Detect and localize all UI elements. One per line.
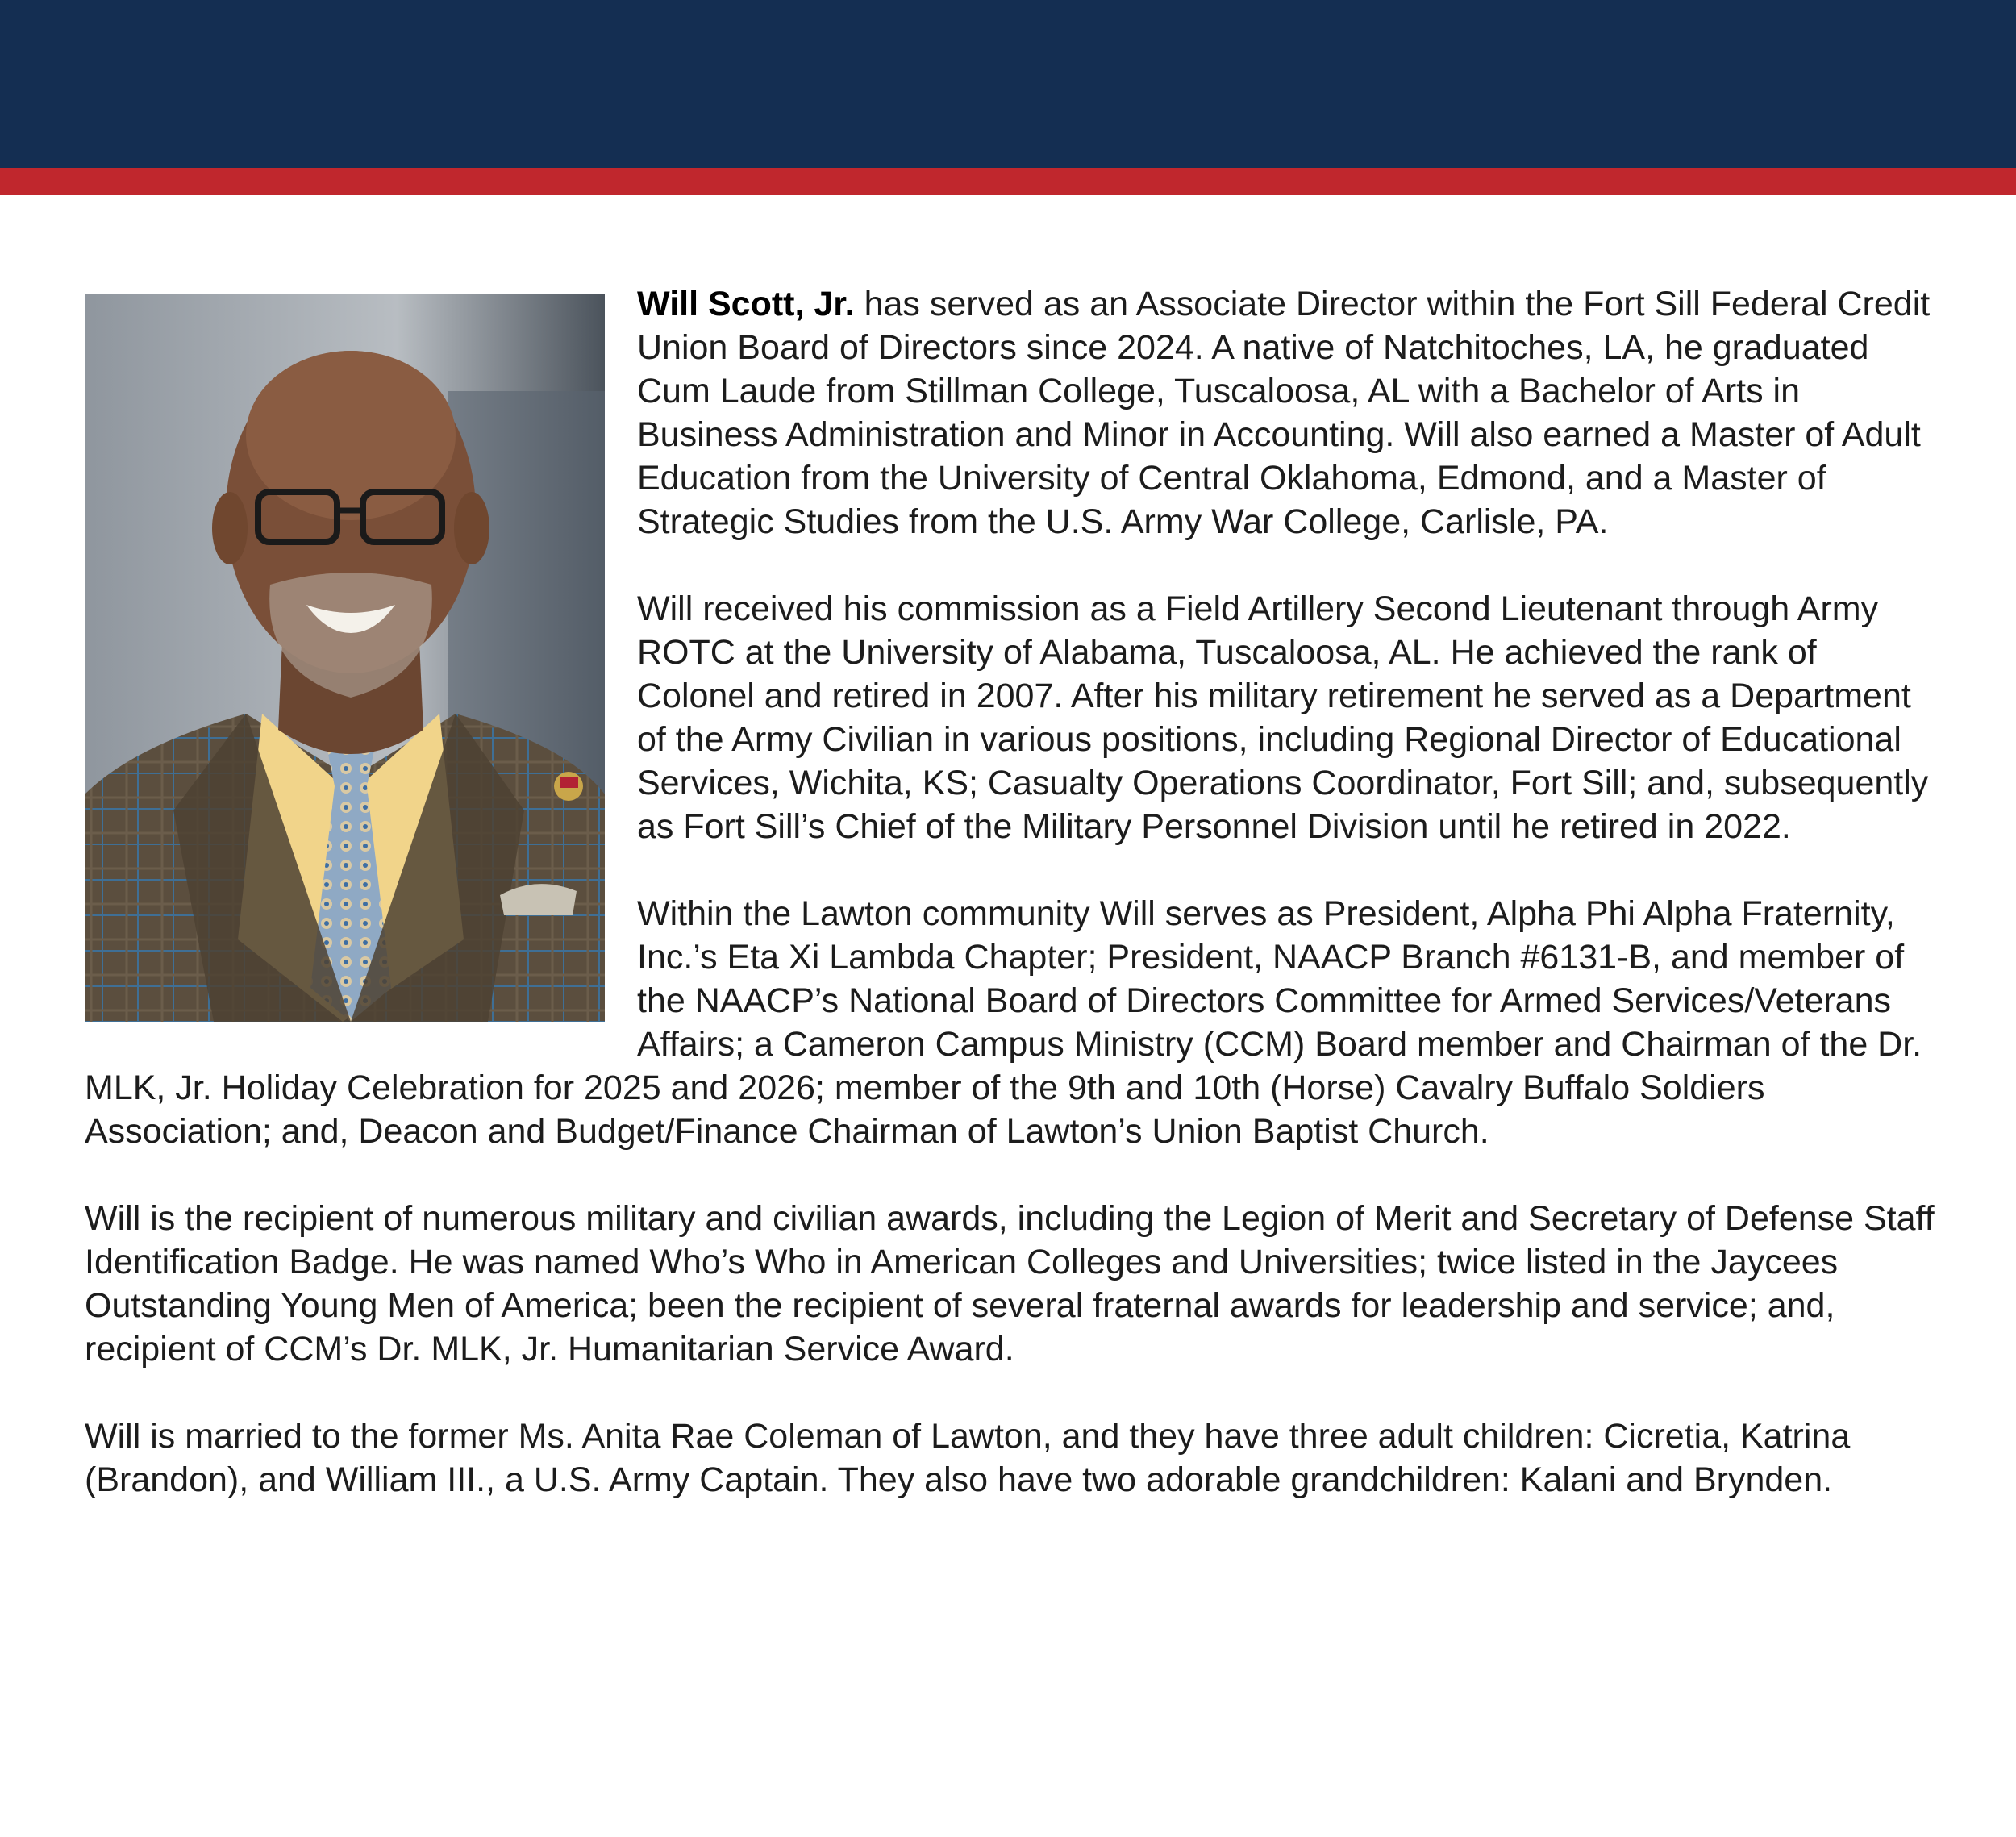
bio-name: Will Scott, Jr. bbox=[637, 285, 855, 323]
header-bar bbox=[0, 0, 2016, 168]
person-portrait-photo bbox=[85, 294, 605, 1022]
bio-paragraph-3: Within the Lawton community Will serves as President, Alpha Phi Alpha Fraternity, Inc.’s Eta Xi Lambda Chapter; President, NAACP Branch #6131-B, and member of the NAACP’s National Board of Directors Committee for Armed Services/Veterans Affairs; a Cameron Campus Ministry (CCM) Board member and Chairman of the Dr. MLK, Jr. Holiday Celebration for 2025 and 2026; member of the 9th and 10th (Horse) Cavalry Buffalo Soldiers Association; and, Deacon and Budget/Finance Chairman of Lawton’s Union Baptist Church. bbox=[85, 894, 1922, 1151]
accent-stripe bbox=[0, 168, 2016, 195]
bio-paragraph-5: Will is married to the former Ms. Anita Rae Coleman of Lawton, and they have three adult children: Cicretia, Katrina (Brandon), and William III., a U.S. Army Captain. They also have two adorable grandchildren: Kalani and Brynden. bbox=[85, 1417, 1851, 1499]
bio-content bbox=[85, 282, 1939, 1545]
bio-paragraph-1-text: has served as an Associate Director within the Fort Sill Federal Credit Union Board of Directors since 2024. A native of Natchitoches, LA, he graduated Cum Laude from Stillman College, Tuscaloosa, AL with a Bachelor of Arts in Business Administration and Minor in Accounting. Will also earned a Master of Adult Education from the University of Central Oklahoma, Edmond, and a Master of Strategic Studies from the U.S. Army War College, Carlisle, PA. bbox=[637, 285, 1931, 541]
portrait-illustration bbox=[85, 294, 605, 1022]
bio-paragraph-2: Will received his commission as a Field Artillery Second Lieutenant through Army ROTC at the University of Alabama, Tuscaloosa, AL. He achieved the rank of Colonel and retired in 2007. After his military retirement he served as a Department of the Army Civilian in various positions, including Regional Director of Educational Services, Wichita, KS; Casualty Operations Coordinator, Fort Sill; and, subsequently as Fort Sill’s Chief of the Military Personnel Division until he retired in 2022. bbox=[637, 589, 1929, 846]
bio-paragraph-4: Will is the recipient of numerous military and civilian awards, including the Legion of Merit and Secretary of Defense Staff Identification Badge. He was named Who’s Who in American Colleges and Universities; twice listed in the Jaycees Outstanding Young Men of America; been the recipient of several fraternal awards for leadership and service; and, recipient of CCM’s Dr. MLK, Jr. Humanitarian Service Award. bbox=[85, 1199, 1935, 1368]
